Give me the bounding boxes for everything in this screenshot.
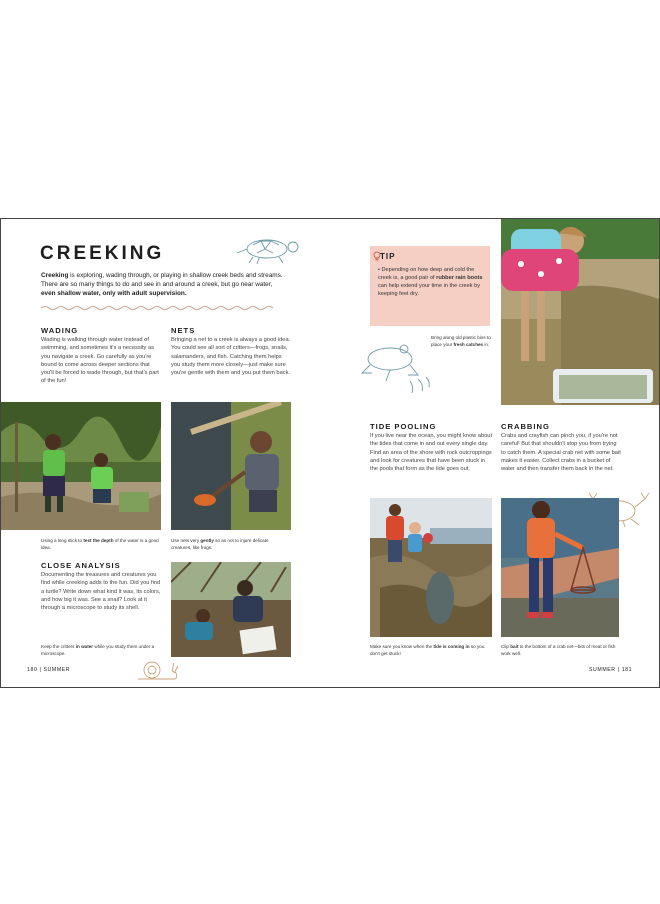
wading-photo <box>1 402 161 530</box>
page-title: CREEKING <box>40 243 165 264</box>
tip-body: • Depending on how deep and cold the creek is, a good pair of rubber rain boots can help extend your time in the creek by keeping feet dry. <box>378 267 483 297</box>
footer-left: 180 | SUMMER <box>27 667 71 673</box>
tide-pool-photo <box>370 498 492 637</box>
tip-heading: TIP <box>380 252 396 261</box>
wading-heading: WADING <box>41 326 79 335</box>
crabbing-heading: CRABBING <box>501 422 550 431</box>
nets-photo <box>171 402 291 530</box>
turtle-icon <box>231 231 305 267</box>
wading-caption: Using a long stick to test the depth of the water is a good idea. <box>41 538 159 550</box>
frog-icon <box>360 337 432 395</box>
tide-pooling-heading: TIDE POOLING <box>370 422 437 431</box>
nets-heading: NETS <box>171 326 196 335</box>
intro-paragraph: Creeking is exploring, wading through, or playing in shallow creek beds and streams. There are so many things to do and see in and around a creek, but go near water, even shallow water, only with adult supervision. <box>41 272 283 297</box>
crabbing-body: Crabs and crayfish can pinch you, if you're not careful! But that shouldn't stop you from trying to catch them. A special crab net with some bait makes it easier. Collect crabs in a bucket of water and then transfer them back in the net. <box>501 433 621 473</box>
crabbing-photo <box>501 498 619 637</box>
snail-icon <box>136 659 180 681</box>
close-analysis-heading: CLOSE ANALYSIS <box>41 561 121 570</box>
frog-caption: Bring along old plastic bins to place your fresh catches in. <box>431 335 491 347</box>
nets-caption: Use nets very gently so as not to injure delicate creatures, like frogs. <box>171 538 269 550</box>
book-spread <box>0 218 660 688</box>
crabbing-caption: Clip bait to the bottom of a crab net—bits of meat or fish work well. <box>501 644 616 656</box>
wavy-divider <box>41 305 279 311</box>
creek-bin-photo <box>501 219 659 405</box>
close-analysis-photo <box>171 562 291 657</box>
tide-pooling-caption: Make sure you know when the tide is coming in so you don't get stuck! <box>370 644 485 656</box>
tide-pooling-body: If you live near the ocean, you might know about the tides that come in and out every single day. Find an area of the shore with rock outcroppings and look for creatures that have been stuck in the pools that form as the tide goes out. <box>370 433 493 473</box>
close-analysis-caption: Keep the critters in water while you study them under a microscope. <box>41 644 155 656</box>
wading-body: Wading is walking through water instead of swimming, and sometimes it's a necessity as you navigate a creek. Go carefully as you're bound to come across deeper sections that you'll be forced to wade through, but that's part of the fun! <box>41 337 159 385</box>
footer-right: SUMMER | 181 <box>589 667 633 673</box>
close-analysis-body: Documenting the treasures and creatures you find while creeking adds to the fun. Did you find a turtle? Write down what kind it was, its colors, and how big it was. See a snail? Look at it through a microscope to study its shell. <box>41 572 161 612</box>
tip-box <box>370 246 490 326</box>
nets-body: Bringing a net to a creek is always a good idea. You could see all sort of critters—frogs, snails, salamanders, and fish. Catching them helps you study them more closely—just make sure you're gentle with them and you put them back. <box>171 337 291 377</box>
